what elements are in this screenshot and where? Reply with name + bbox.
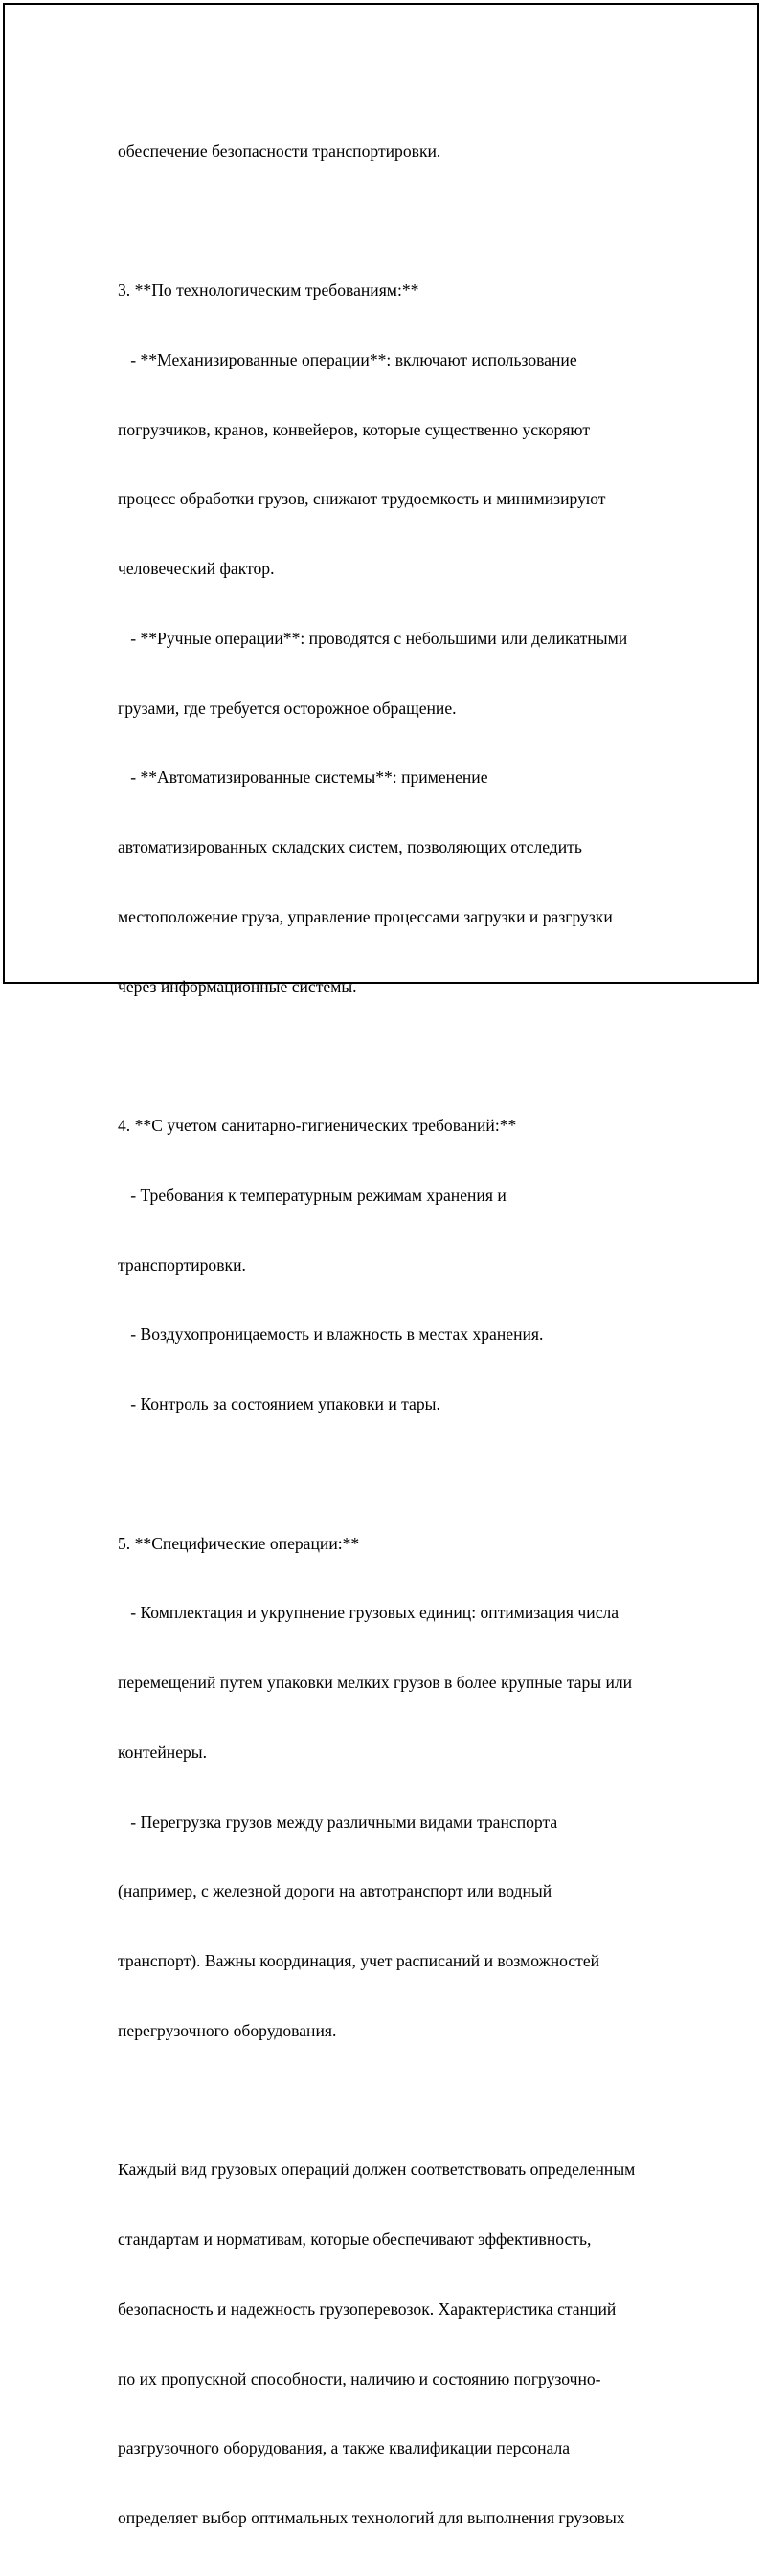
text-line: через информационные системы. — [118, 976, 357, 996]
list-item: - Перегрузка грузов между различными видами транспорта — [118, 1811, 558, 1832]
text-line: погрузчиков, кранов, конвейеров, которые существенно ускоряют — [118, 419, 591, 439]
page-frame — [3, 3, 759, 2527]
text-line: обеспечение безопасности транспортировки. — [118, 141, 441, 161]
paragraph-line: определяет выбор оптимальных технологий для выполнения грузовых — [118, 2508, 625, 2527]
list-item: - **Автоматизированные системы**: применение — [118, 767, 488, 788]
blank-line — [118, 1044, 692, 1067]
text-line: грузами, где требуется осторожное обращение. — [118, 698, 457, 718]
list-item: - Воздухопроницаемость и влажность в местах хранения. — [118, 1324, 544, 1344]
text-line: процесс обработки грузов, снижают трудоемкость и минимизируют — [118, 489, 606, 509]
text-line: транспортировки. — [118, 1255, 246, 1275]
text-line: контейнеры. — [118, 1742, 208, 1762]
list-item: - Требования к температурным режимам хранения и — [118, 1185, 507, 1205]
paragraph-line: по их пропускной способности, наличию и состоянию погрузочно- — [118, 2368, 601, 2388]
section-heading: 3. **По технологическим требованиям:** — [118, 280, 419, 300]
section-heading: 4. **С учетом санитарно-гигиенических требований:** — [118, 1116, 517, 1135]
paragraph-line: разгрузочного оборудования, а также квалификации персонала — [118, 2438, 571, 2458]
list-item: - Комплектация и укрупнение грузовых единиц: оптимизация числа — [118, 1603, 620, 1623]
text-line: человеческий фактор. — [118, 559, 275, 578]
paragraph-line: безопасность и надежность грузоперевозок. Характеристика станций — [118, 2298, 617, 2319]
blank-line — [118, 2089, 692, 2112]
paragraph-line: стандартам и нормативам, которые обеспечивают эффективность, — [118, 2230, 592, 2249]
section-heading: 5. **Специфические операции:** — [118, 1533, 360, 1553]
list-item: - **Механизированные операции**: включают использование — [118, 349, 577, 369]
list-item: - **Ручные операции**: проводятся с небольшими или деликатными — [118, 628, 628, 648]
text-line: автоматизированных складских систем, позволяющих отследить — [118, 837, 582, 856]
blank-line — [118, 209, 692, 232]
text-line: (например, с железной дороги на автотранспорт или водный — [118, 1881, 552, 1901]
text-line: перемещений путем упаковки мелких грузов в более крупные тары или — [118, 1673, 633, 1692]
paragraph-line: Каждый вид грузовых операций должен соответствовать определенным — [118, 2160, 636, 2180]
text-line: перегрузочного оборудования. — [118, 2020, 337, 2040]
text-line: местоположение груза, управление процессами загрузки и разгрузки — [118, 906, 613, 926]
list-item: - Контроль за состоянием упаковки и тары. — [118, 1394, 440, 1413]
document-body — [118, 93, 692, 2576]
text-line: транспорт). Важны координация, учет расписаний и возможностей — [118, 1951, 600, 1970]
blank-line — [118, 1462, 692, 1485]
